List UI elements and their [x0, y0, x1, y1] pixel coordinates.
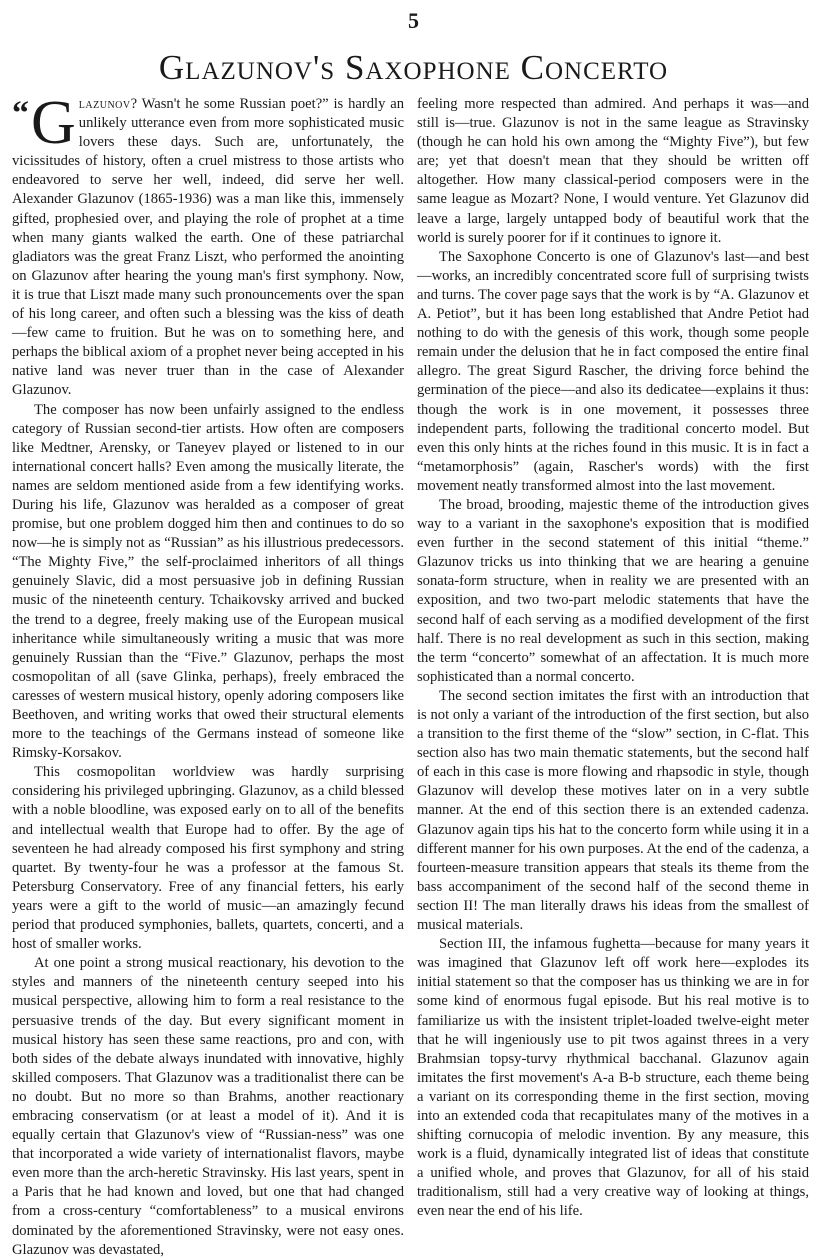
- body-paragraph: The Saxophone Concerto is one of Glazunov's last—and best—works, an incredibly concentrated score full of surprising twists and turns. The cover page says that the work is by “A. Glazunov et A. Petiot”, but it has been long established that Andre Petiot had nothing to do with the genesis of this work, though some people remain under the delusion that he in fact composed the entire final allegro. The great Sigurd Rascher, the driving force behind the germination of the piece—and also its dedicatee—explains it thus: though the work is in one movement, it possesses three independent parts, following the traditional concerto model. But even this only hints at the riches found in this music. It is in fact a “metamorphosis” (again, Rascher's words) with the first movement neatly transformed almost into the last movement.: [417, 248, 809, 494]
- right-column: [417, 95, 809, 1260]
- body-paragraph: Section III, the infamous fughetta—because for many years it was imagined that Glazunov left off work here—explodes its initial statement so that the composer has us thinking we are in for some kind of enormous fugal episode. But his real motive is to familiarize us with the insistent triplet-loaded twelve-eight meter that he will ingeniously use to pit twos against threes in a very Brahmsian topsy-turvy rhythmical bacchanal. Glazunov again imitates the first movement's A-a B-b structure, each theme being a variant on its corresponding theme in the first section, moving into an extended coda that recapitulates many of the motives in a shifting cornucopia of melodic invention. By any measure, this work is a fluid, dynamically integrated list of ideas that constitute a unified whole, and proves that Glazunov, for all of his staid traditionalism, still had a very creative way of looking at things, even near the end of his life.: [417, 936, 809, 1220]
- continued-paragraph: feeling more respected than admired. And perhaps it was—and still is—true. Glazunov is not in the same league as Stravinsky (though he can hold his own among the “Mighty Five”), but few are; yet that doesn't mean that they should be written off altogether. How many classical-period composers were in the same league as Mozart? None, I would venture. Yet Glazunov did leave a large, largely untapped body of beautiful work that the world is surely poorer for if it continues to ignore it.: [417, 96, 809, 246]
- body-paragraph: The composer has now been unfairly assigned to the endless category of Russian second-tier artists. How often are composers like Medtner, Arensky, or Taneyev played or listened to in our international concert halls? Even among the musically literate, the names are seldom mentioned aside from a few identifying works. During his life, Glazunov was heralded as a composer of great promise, but one problem dogged him then and continues to do so now—he is simply not as “Russian” as his illustrious predecessors. “The Mighty Five,” the self-proclaimed inheritors of all things genuinely Slavic, did a most persuasive job in defining Russian music of the nineteenth century. Tchaikovsky arrived and bucked the trend to a degree, freely making use of the European musical inheritance while simultaneously writing a music that was more genuinely Russian than the “Five.” Glazunov, perhaps the most cosmopolitan of all (save Glinka, perhaps), freely embraced the caresses of western musical history, openly adoring composers like Beethoven, and writing works that owed their structural elements more to the teachings of the Germans instead of someone like Rimsky-Korsakov.: [12, 401, 404, 762]
- opening-paragraph-text: ? Wasn't he some Russian poet?” is hardly an unlikely utterance even from more sophisticated music lovers these days. Such are, unfortunately, the vicissitudes of history, often a cruel mistress to those artists who endeavored to serve her well, indeed, did serve her well. Alexander Glazunov (1865-1936) was a man like this, immensely gifted, prophesied over, and playing the role of prophet at a time when many giants walked the earth. One of these patriarchal gladiators was the great Franz Liszt, who performed the anointing on Glazunov after hearing the young man's first symphony. Now, it is true that Liszt made many such pronouncements over the span of his long career, and often such a blessing was the kiss of death—few came to fruition. But he was on to something here, and perhaps the biblical axiom of a prophet never being accepted in his native land was never truer than in the case of Alexander Glazunov.: [12, 96, 404, 399]
- body-paragraph: At one point a strong musical reactionary, his devotion to the styles and manners of the nineteenth century seeped into his musical perspective, allowing him to form a real resistance to the persuasive trends of the day. But every significant moment in musical history has seen these same reactions, pro and con, with both sides of the debate always inundated with innovative, highly skilled composers. That Glazunov was a traditionalist there can be no doubt. But no more so than Brahms, another reactionary embracing conservatism (or at least a model of it). And it is equally certain that Glazunov's view of “Russian-ness” was one that incorporated a wide variety of internationalist flavors, maybe even more than the arch-heretic Stravinsky. His last years, spent in a Paris that he had known and loved, but one that had changed from a cross-century “comfortableness” to a musical environs dominated by the aforementioned Stravinsky, were not easy ones. Glazunov was devastated,: [12, 955, 404, 1258]
- drop-cap: G: [31, 89, 76, 157]
- article-body: [12, 89, 810, 1260]
- page-number: 5: [408, 8, 419, 33]
- left-column: [12, 89, 404, 1260]
- body-paragraph: The broad, brooding, majestic theme of the introduction gives way to a variant in the saxophone's exposition that is modified even further in the second statement of this initial “theme.” Glazunov tricks us into thinking that we are hearing a genuine sonata-form structure, when in reality we are presented with an exposition, and two two-part melodic statements that have the second half of each serving as a modified development of the first half. There is no real development as such in this section, making the term “concerto” somewhat of an affectation. It is much more sophisticated than a normal concerto.: [417, 496, 809, 685]
- body-paragraph: The second section imitates the first with an introduction that is not only a variant of the introduction of the first section, but also a transition to the first theme of the “slow” section, in C-flat. This section also has two main thematic statements, but the second half of each in this case is more flowing and rhapsodic in style, though Glazunov will develop these motives later on in a very subtle manner. At the end of this section there is an extended cadenza. Glazunov again tips his hat to the concerto form while using it in a different manner for his own purposes. At the end of the cadenza, a fourteen-measure transition appears that steals its theme from the bass accompaniment of the second half of the second theme in section II! The man literally draws his ideas from the smallest of musical materials.: [417, 687, 810, 934]
- opening-paragraph: [12, 89, 404, 401]
- body-paragraph: This cosmopolitan worldview was hardly surprising considering his privileged upbringing. Glazunov, as a child blessed with a noble bloodline, was exposed early on to all of the benefits and intellectual wealth that Europe had to offer. By the age of seventeen he had already composed his first symphony and string quartet. By twenty-four he was a professor at the famous St. Petersburg Conservatory. Free of any financial fetters, his early years were a gift to the world of music—an amazingly fecund period that produced symphonies, ballets, quartets, concerti, and a host of smaller works.: [12, 764, 404, 953]
- open-quote-mark: “: [12, 95, 29, 132]
- lead-in-text: lazunov: [78, 96, 131, 112]
- article-title: Glazunov's Saxophone Concerto: [158, 48, 669, 87]
